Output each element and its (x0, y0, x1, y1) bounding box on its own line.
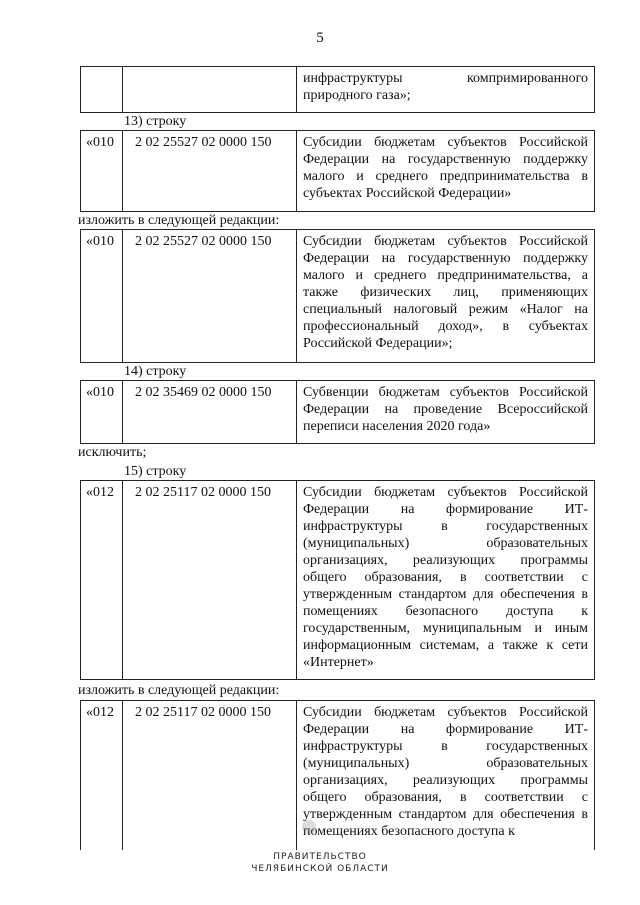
row-code-cell (81, 67, 123, 112)
scan-smudge (302, 820, 316, 834)
stamp-line-2: ЧЕЛЯБИНСКОЙ ОБЛАСТИ (251, 864, 389, 874)
row-code-cell: «010 (81, 131, 123, 211)
stamp-line-1: ПРАВИТЕЛЬСТВО (273, 852, 367, 862)
table-row (80, 380, 595, 444)
row-code-cell: «010 (81, 381, 123, 443)
row-description: инфраструктуры компримированного природного газа»; (303, 71, 588, 103)
row-code-cell: «012 (81, 481, 123, 679)
row-description: Субсидии бюджетам субъектов Российской Федерации на формирование ИТ-инфраструктуры в государственных (муниципальных) образовательных организациях, реализующих программы общего образования, в соответствии с утвержденным стандартом для обеспечения в помещениях безопасного доступа к (303, 705, 588, 839)
row-description: Субсидии бюджетам субъектов Российской Федерации на формирование ИТ-инфраструктуры в государственных (муниципальных) образовательных организациях, реализующих программы общего образования, в соответствии с утвержденным стандартом для обеспечения в помещениях безопасного доступа к государственным, муниципальным и иным информационным системам, а также к сети «Интернет» (303, 485, 588, 670)
row-description: Субсидии бюджетам субъектов Российской Федерации на государственную поддержку малого и среднего предпринимательства, а также физических лиц, применяющих специальный налоговый режим «Налог на профессиональный доход», в субъектах Российской Федерации»; (303, 234, 588, 351)
table-row (80, 480, 595, 680)
row-description: Субсидии бюджетам субъектов Российской Федерации на государственную поддержку малого и среднего предпринимательства в субъектах Российской Федерации» (303, 135, 588, 201)
row-description: Субвенции бюджетам субъектов Российской Федерации на проведение Всероссийской переписи населения 2020 года» (303, 385, 588, 434)
page-number: 5 (316, 30, 324, 46)
row-code-cell: «012 (81, 701, 123, 850)
row-kbk-cell: 2 02 25117 02 0000 150 (123, 481, 297, 679)
row-kbk-cell: 2 02 35469 02 0000 150 (123, 381, 297, 443)
table-row (80, 66, 595, 113)
replace-instruction: изложить в следующей редакции: (78, 683, 280, 698)
table-row (80, 130, 595, 212)
row-kbk-cell: 2 02 25117 02 0000 150 (123, 701, 297, 850)
table-row (80, 229, 595, 363)
item-label-14: 14) строку (124, 364, 187, 379)
table-row (80, 700, 595, 850)
row-kbk-cell (123, 67, 297, 112)
exclude-instruction: исключить; (78, 445, 147, 460)
row-kbk-cell: 2 02 25527 02 0000 150 (123, 230, 297, 362)
row-kbk-cell: 2 02 25527 02 0000 150 (123, 131, 297, 211)
item-label-13: 13) строку (124, 114, 187, 129)
item-label-15: 15) строку (124, 464, 187, 479)
replace-instruction: изложить в следующей редакции: (78, 213, 280, 228)
row-code-cell: «010 (81, 230, 123, 362)
